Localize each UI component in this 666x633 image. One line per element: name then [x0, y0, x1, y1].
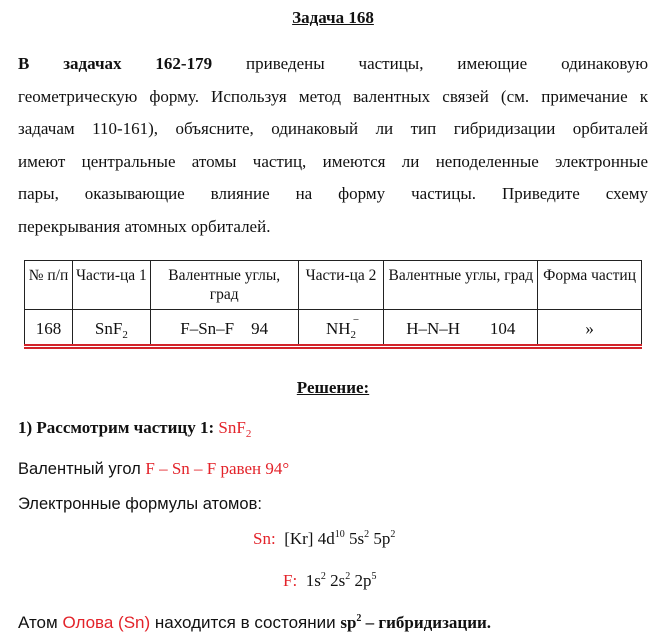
cell-particle2: $NH_2$ −	[298, 310, 384, 346]
problem-line-2: геометрическую форму. Используя метод валентных связей (см. примечание к	[18, 86, 648, 106]
problem-line-1: В задачах 162-179 приведены частицы, имеющие одинаковую	[18, 54, 649, 73]
table-row	[25, 310, 642, 346]
sn-formula: Sn: [Kr] $4d^{10}$ $5s^2$ $5p^2$	[253, 529, 396, 548]
cell-particle1: SnF$_2$	[72, 310, 150, 346]
valence-angle-line: Валентный угол F – Sn – F равен 94°	[18, 459, 290, 478]
problem-line-3: задачам 110-161), объясните, одинаковый ли тип гибридизации орбиталей	[18, 119, 648, 139]
header-angles1: Валентные углы, град	[150, 261, 298, 310]
f-formula: F: $1s^2$ $2s^2$ $2p^5$	[283, 571, 377, 590]
step1-particle: SnF$_2$	[218, 418, 252, 440]
electronic-formulas-label: Электронные формулы атомов:	[18, 495, 262, 513]
f-symbol: F:	[283, 571, 298, 590]
cell-angle1: F–Sn–F 94	[150, 310, 298, 346]
step1-heading: 1) Рассмотрим частицу 1: SnF$_2$	[18, 418, 252, 440]
cell-num: 168	[25, 310, 73, 346]
problem-line-6: перекрывания атомных орбиталей.	[18, 216, 271, 236]
cell-shape: »	[538, 310, 642, 346]
sn-symbol: Sn:	[253, 529, 276, 548]
atom-name: Олова (Sn)	[62, 613, 151, 632]
header-particle2: Части-ца 2	[298, 261, 384, 310]
header-num: № п/п	[25, 261, 73, 310]
table-header-row	[25, 261, 642, 310]
problem-lead: В задачах 162-179	[18, 54, 213, 73]
data-table	[24, 260, 642, 346]
valence-angle-value: F – Sn – F равен 94°	[145, 459, 290, 478]
solution-title: Решение:	[296, 378, 370, 397]
hybridization-line: Атом Олова (Sn) находится в состоянии $sp^2$ – гибридизации.	[18, 613, 492, 632]
problem-title: Задача 168	[292, 8, 374, 27]
problem-line-4: имеют центральные атомы частиц, имеются ли неподеленные электронные	[18, 151, 648, 171]
problem-line-5: пары, оказывающие влияние на форму частицы. Приведите схему	[18, 184, 648, 204]
cell-angle2: H–N–H 104	[384, 310, 538, 346]
header-shape: Форма частиц	[538, 261, 642, 310]
problem-text	[18, 48, 648, 244]
header-particle1: Части-ца 1	[72, 261, 150, 310]
red-rule	[24, 347, 642, 349]
header-angles2: Валентные углы, град	[384, 261, 538, 310]
charge-minus: −	[352, 313, 360, 326]
